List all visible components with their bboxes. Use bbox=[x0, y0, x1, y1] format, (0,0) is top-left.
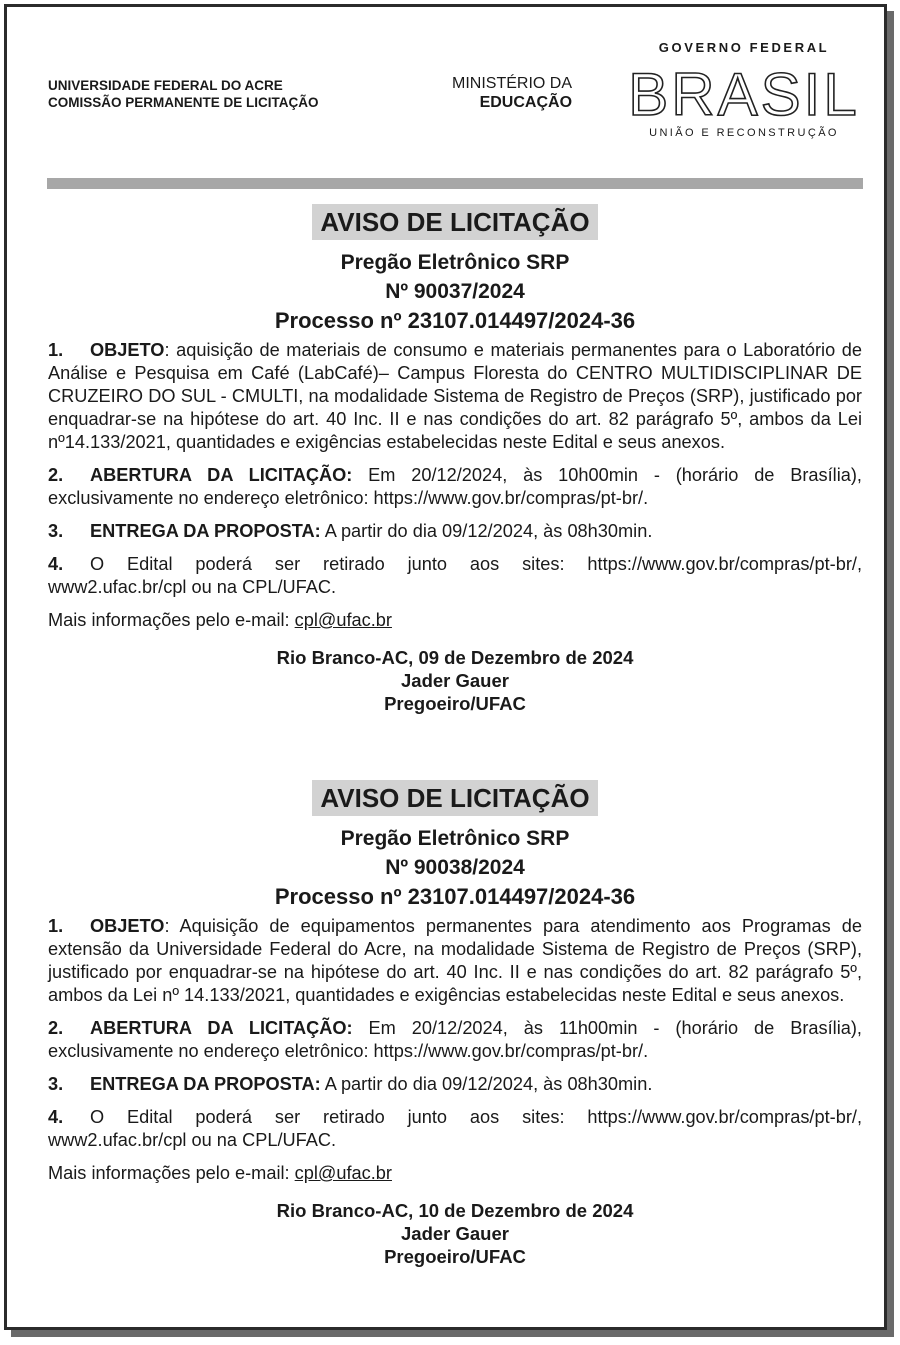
signer-name: Jader Gauer bbox=[401, 670, 509, 691]
item-objeto: 1. OBJETO: aquisição de materiais de consumo e materiais permanentes para o Laboratório de Análise e Pesquisa em Café (LabCafé)– Campus Floresta do CENTRO MULTIDISCIPLINAR DE CRUZEIRO DO SUL - CMULTI, na modalidade Sistema de Registro de Preços (SRP), justificado por enquadrar-se na hipótese do art. 40 Inc. II e nas condições do art. 82 parágrafo 5º, ambos da Lei nº14.133/2021, quantidades e exigências estabelecidas neste Edital e seus anexos. bbox=[48, 340, 862, 452]
gov-slogan: UNIÃO E RECONSTRUÇÃO bbox=[649, 127, 839, 139]
item-entrega: 3. ENTREGA DA PROPOSTA: A partir do dia 09/12/2024, às 08h30min. bbox=[48, 1074, 653, 1094]
item-edital: 4. O Edital poderá ser retirado junto aos sites: https://www.gov.br/compras/pt-br/, www2.ufac.br/cpl ou na CPL/UFAC. bbox=[48, 1107, 862, 1150]
signer-role: Pregoeiro/UFAC bbox=[384, 693, 526, 714]
signer-name: Jader Gauer bbox=[401, 1223, 509, 1244]
notice-title: AVISO DE LICITAÇÃO bbox=[312, 204, 597, 240]
notice-subtitle: Pregão Eletrônico SRP bbox=[340, 827, 570, 850]
gov-title: GOVERNO FEDERAL bbox=[658, 40, 830, 55]
logo-wordmark: BRASIL bbox=[628, 61, 860, 123]
header-divider bbox=[47, 178, 863, 189]
item-abertura: 2. ABERTURA DA LICITAÇÃO: Em 20/12/2024, às 11h00min - (horário de Brasília), exclusivamente no endereço eletrônico: https://www.gov.br/compras/pt-br/. bbox=[48, 1018, 862, 1061]
item-abertura: 2. ABERTURA DA LICITAÇÃO: Em 20/12/2024, às 10h00min - (horário de Brasília), exclusivamente no endereço eletrônico: https://www.gov.br/compras/pt-br/. bbox=[48, 465, 862, 508]
notice bbox=[48, 204, 862, 715]
government-logo bbox=[624, 40, 864, 139]
signature-block bbox=[48, 1199, 862, 1268]
place-date: Rio Branco-AC, 09 de Dezembro de 2024 bbox=[276, 647, 634, 668]
place-date: Rio Branco-AC, 10 de Dezembro de 2024 bbox=[276, 1200, 634, 1221]
signature-block bbox=[48, 646, 862, 715]
email-link[interactable]: cpl@ufac.br bbox=[294, 1163, 392, 1183]
notice-number: Nº 90037/2024 bbox=[385, 280, 525, 303]
notice-process: Processo nº 23107.014497/2024-36 bbox=[274, 308, 636, 333]
item-entrega: 3. ENTREGA DA PROPOSTA: A partir do dia 09/12/2024, às 08h30min. bbox=[48, 521, 653, 541]
notice-title: AVISO DE LICITAÇÃO bbox=[312, 780, 597, 816]
email-link[interactable]: cpl@ufac.br bbox=[294, 610, 392, 630]
notice-subtitle: Pregão Eletrônico SRP bbox=[340, 251, 570, 274]
organization-name: UNIVERSIDADE FEDERAL DO ACRE COMISSÃO PERMANENTE DE LICITAÇÃO bbox=[48, 78, 319, 110]
notice-number: Nº 90038/2024 bbox=[385, 856, 525, 879]
signer-role: Pregoeiro/UFAC bbox=[384, 1246, 526, 1267]
notice bbox=[48, 780, 862, 1268]
contact-line: Mais informações pelo e-mail: cpl@ufac.br bbox=[48, 610, 392, 630]
contact-line: Mais informações pelo e-mail: cpl@ufac.br bbox=[48, 1163, 392, 1183]
header bbox=[44, 40, 864, 160]
brasil-logo-icon bbox=[625, 59, 863, 123]
item-objeto: 1. OBJETO: Aquisição de equipamentos permanentes para atendimento aos Programas de extensão da Universidade Federal do Acre, na modalidade Sistema de Registro de Preços (SRP), justificado por enquadrar-se na hipótese do art. 40 Inc. II e nas condições do art. 82 parágrafo 5º, ambos da Lei nº 14.133/2021, quantidades e exigências estabelecidas neste Edital e seus anexos. bbox=[48, 916, 862, 1005]
ministry-name: MINISTÉRIO DA EDUCAÇÃO bbox=[452, 75, 573, 111]
item-edital: 4. O Edital poderá ser retirado junto aos sites: https://www.gov.br/compras/pt-br/, www2.ufac.br/cpl ou na CPL/UFAC. bbox=[48, 554, 862, 597]
notice-process: Processo nº 23107.014497/2024-36 bbox=[274, 884, 636, 909]
